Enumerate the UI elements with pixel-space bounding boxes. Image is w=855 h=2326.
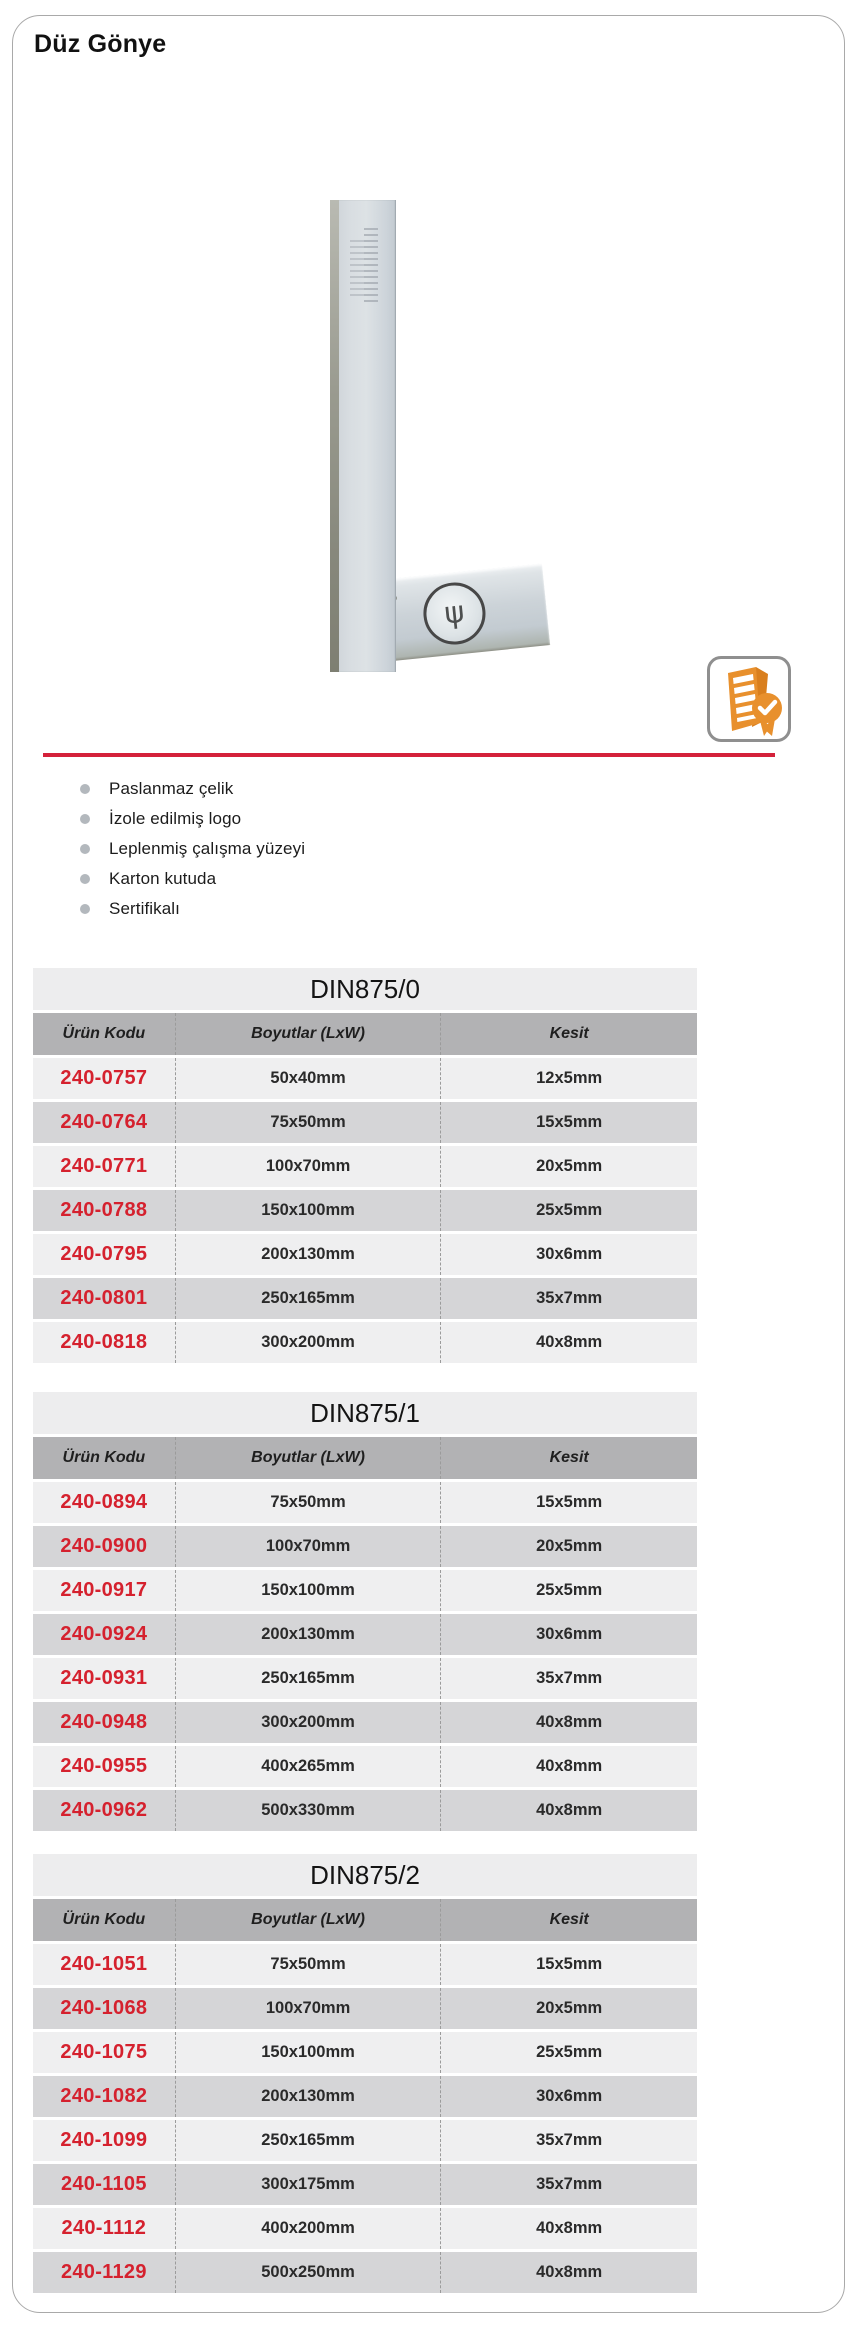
- feature-item: [80, 894, 305, 924]
- dimensions-cell: 300x200mm: [176, 1702, 442, 1743]
- product-code-cell: 240-1112: [33, 2208, 176, 2249]
- product-code-cell: 240-1105: [33, 2164, 176, 2205]
- table-row: [33, 1102, 697, 1143]
- dimensions-cell: 150x100mm: [176, 2032, 442, 2073]
- cross-section-cell: 35x7mm: [536, 2131, 603, 2149]
- dimensions-cell: 400x200mm: [176, 2208, 442, 2249]
- column-header: Kesit: [549, 1911, 589, 1928]
- feature-text: Leplenmiş çalışma yüzeyi: [109, 839, 306, 858]
- product-code-cell: 240-0764: [33, 1102, 176, 1143]
- product-code-cell: 240-1075: [33, 2032, 176, 2073]
- cross-section-cell: 25x5mm: [536, 1201, 603, 1219]
- product-code-cell: 240-0795: [33, 1234, 176, 1275]
- table-row: [33, 1988, 697, 2029]
- table-row: [33, 1614, 697, 1655]
- cross-section-cell: 40x8mm: [536, 2219, 603, 2237]
- cross-section-cell: 30x6mm: [536, 1625, 603, 1643]
- product-code-cell: 240-0917: [33, 1570, 176, 1611]
- dimensions-cell: 150x100mm: [176, 1190, 442, 1231]
- dimensions-cell: 500x250mm: [176, 2252, 442, 2293]
- product-code-cell: 240-0962: [33, 1790, 176, 1831]
- cross-section-cell: 25x5mm: [536, 2043, 603, 2061]
- cross-section-cell: 35x7mm: [536, 2175, 603, 2193]
- column-header: Boyutlar (LxW): [176, 1437, 442, 1479]
- cross-section-cell: 20x5mm: [536, 1999, 603, 2017]
- din875-1-table: [33, 1392, 697, 1834]
- column-header: Ürün Kodu: [33, 1013, 176, 1055]
- table-header-row: [33, 1899, 697, 1941]
- certificate-icon: [707, 656, 791, 742]
- red-divider: [43, 753, 775, 757]
- feature-item: [80, 864, 305, 894]
- square-vertical-blade: [330, 200, 396, 672]
- product-code-cell: 240-1051: [33, 1944, 176, 1985]
- cross-section-cell: 20x5mm: [536, 1157, 603, 1175]
- product-logo-icon: [420, 580, 488, 648]
- dimensions-cell: 75x50mm: [176, 1944, 442, 1985]
- table-title: DIN875/2: [33, 1854, 697, 1896]
- feature-item: [80, 804, 305, 834]
- square-horizontal-blade: [375, 563, 550, 662]
- feature-item: [80, 774, 305, 804]
- etched-text-marks: [364, 228, 378, 304]
- table-row: [33, 1658, 697, 1699]
- dimensions-cell: 200x130mm: [176, 1614, 442, 1655]
- cross-section-cell: 20x5mm: [536, 1537, 603, 1555]
- dimensions-cell: 250x165mm: [176, 1278, 442, 1319]
- bullet-icon: [80, 904, 90, 914]
- cross-section-cell: 40x8mm: [536, 1757, 603, 1775]
- bullet-icon: [80, 784, 90, 794]
- cross-section-cell: 35x7mm: [536, 1289, 603, 1307]
- table-row: [33, 1278, 697, 1319]
- product-code-cell: 240-0818: [33, 1322, 176, 1363]
- table-row: [33, 2120, 697, 2161]
- cross-section-cell: 12x5mm: [536, 1069, 603, 1087]
- dimensions-cell: 150x100mm: [176, 1570, 442, 1611]
- dimensions-cell: 100x70mm: [176, 1988, 442, 2029]
- dimensions-cell: 200x130mm: [176, 1234, 442, 1275]
- product-code-cell: 240-1099: [33, 2120, 176, 2161]
- table-row: [33, 1526, 697, 1567]
- table-row: [33, 1058, 697, 1099]
- product-code-cell: 240-0924: [33, 1614, 176, 1655]
- cross-section-cell: 30x6mm: [536, 1245, 603, 1263]
- table-row: [33, 1482, 697, 1523]
- feature-text: Karton kutuda: [109, 869, 217, 888]
- product-code-cell: 240-0757: [33, 1058, 176, 1099]
- table-row: [33, 2164, 697, 2205]
- product-image: [0, 0, 855, 740]
- din875-2-table: [33, 1854, 697, 2296]
- table-title: DIN875/1: [33, 1392, 697, 1434]
- cross-section-cell: 40x8mm: [536, 1801, 603, 1819]
- column-header: Boyutlar (LxW): [176, 1013, 442, 1055]
- feature-text: Sertifikalı: [109, 899, 181, 918]
- din875-0-table: [33, 968, 697, 1366]
- table-row: [33, 1190, 697, 1231]
- feature-text: Paslanmaz çelik: [109, 779, 234, 798]
- dimensions-cell: 200x130mm: [176, 2076, 442, 2117]
- dimensions-cell: 300x175mm: [176, 2164, 442, 2205]
- cross-section-cell: 15x5mm: [536, 1493, 603, 1511]
- column-header: Boyutlar (LxW): [176, 1899, 442, 1941]
- cross-section-cell: 40x8mm: [536, 2263, 603, 2281]
- cross-section-cell: 15x5mm: [536, 1955, 603, 1973]
- bullet-icon: [80, 844, 90, 854]
- table-row: [33, 1790, 697, 1831]
- column-header: Kesit: [549, 1025, 589, 1042]
- feature-list: [80, 774, 305, 924]
- table-body: [33, 1482, 697, 1831]
- cross-section-cell: 40x8mm: [536, 1333, 603, 1351]
- dimensions-cell: 100x70mm: [176, 1146, 442, 1187]
- table-row: [33, 1146, 697, 1187]
- certificate-icon-graphic: [712, 661, 788, 739]
- table-row: [33, 1322, 697, 1363]
- dimensions-cell: 400x265mm: [176, 1746, 442, 1787]
- table-body: [33, 1944, 697, 2293]
- table-header-row: [33, 1013, 697, 1055]
- blade-edge: [330, 200, 339, 672]
- cross-section-cell: 40x8mm: [536, 1713, 603, 1731]
- bullet-icon: [80, 814, 90, 824]
- dimensions-cell: 75x50mm: [176, 1102, 442, 1143]
- etched-text-marks: [350, 240, 364, 300]
- column-header: Ürün Kodu: [33, 1899, 176, 1941]
- table-body: [33, 1058, 697, 1363]
- maker-mark-glyph: ψ: [442, 594, 467, 632]
- table-header-row: [33, 1437, 697, 1479]
- feature-item: [80, 834, 305, 864]
- cross-section-cell: 35x7mm: [536, 1669, 603, 1687]
- table-row: [33, 2032, 697, 2073]
- dimensions-cell: 300x200mm: [176, 1322, 442, 1363]
- table-row: [33, 1702, 697, 1743]
- bullet-icon: [80, 874, 90, 884]
- dimensions-cell: 100x70mm: [176, 1526, 442, 1567]
- table-row: [33, 1570, 697, 1611]
- product-code-cell: 240-0948: [33, 1702, 176, 1743]
- feature-text: İzole edilmiş logo: [109, 809, 242, 828]
- product-code-cell: 240-1068: [33, 1988, 176, 2029]
- product-code-cell: 240-0955: [33, 1746, 176, 1787]
- table-row: [33, 2208, 697, 2249]
- dimensions-cell: 250x165mm: [176, 2120, 442, 2161]
- dimensions-cell: 50x40mm: [176, 1058, 442, 1099]
- product-code-cell: 240-0900: [33, 1526, 176, 1567]
- page-title: Düz Gönye: [34, 30, 167, 58]
- product-code-cell: 240-0801: [33, 1278, 176, 1319]
- product-code-cell: 240-0771: [33, 1146, 176, 1187]
- cross-section-cell: 15x5mm: [536, 1113, 603, 1131]
- product-code-cell: 240-0894: [33, 1482, 176, 1523]
- column-header: Kesit: [549, 1449, 589, 1466]
- table-row: [33, 2076, 697, 2117]
- dimensions-cell: 75x50mm: [176, 1482, 442, 1523]
- dimensions-cell: 250x165mm: [176, 1658, 442, 1699]
- table-row: [33, 1746, 697, 1787]
- table-title: DIN875/0: [33, 968, 697, 1010]
- cross-section-cell: 25x5mm: [536, 1581, 603, 1599]
- cross-section-cell: 30x6mm: [536, 2087, 603, 2105]
- product-code-cell: 240-1082: [33, 2076, 176, 2117]
- table-row: [33, 1944, 697, 1985]
- product-code-cell: 240-1129: [33, 2252, 176, 2293]
- dimensions-cell: 500x330mm: [176, 1790, 442, 1831]
- column-header: Ürün Kodu: [33, 1437, 176, 1479]
- table-row: [33, 1234, 697, 1275]
- table-row: [33, 2252, 697, 2293]
- product-code-cell: 240-0788: [33, 1190, 176, 1231]
- product-code-cell: 240-0931: [33, 1658, 176, 1699]
